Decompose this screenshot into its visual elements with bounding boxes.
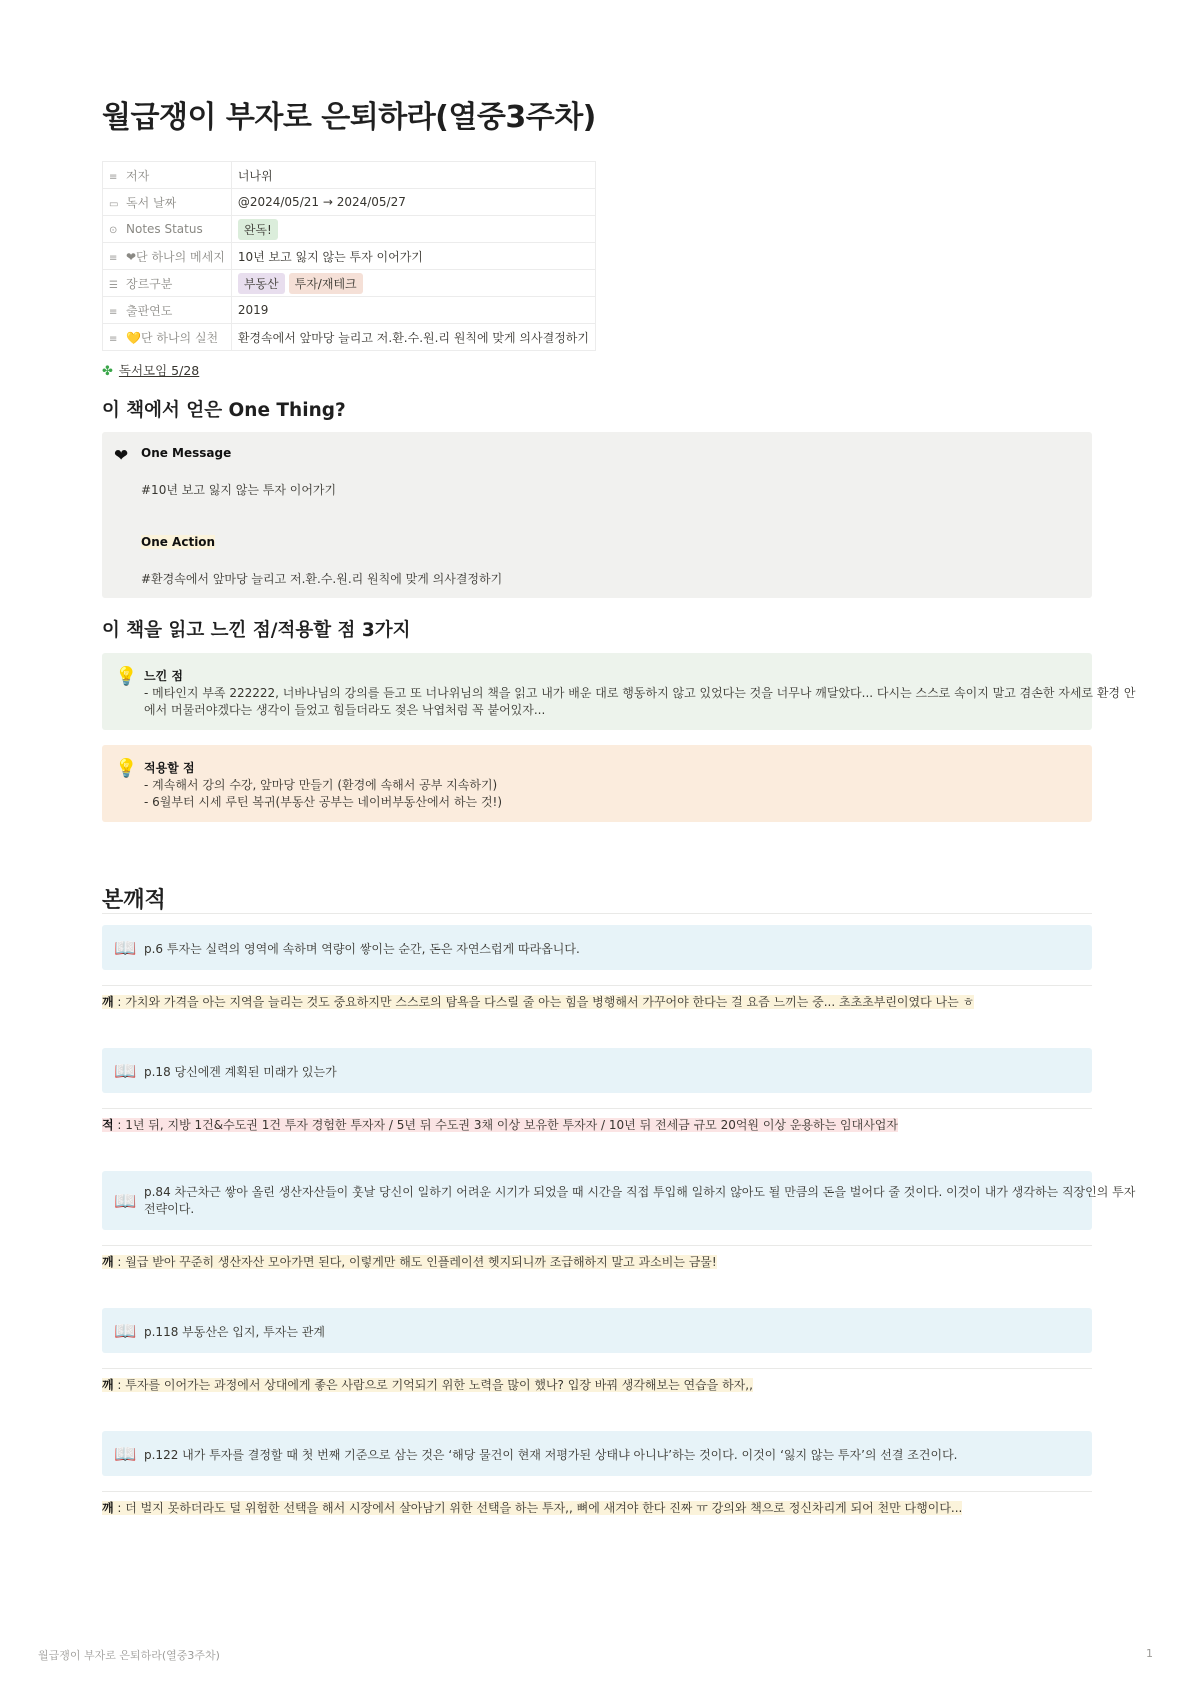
quote-text: p.18 당신에겐 계획된 미래가 있는가: [144, 1065, 337, 1079]
felt-line: - 메타인지 부족 222222, 너바나님의 강의를 듣고 또 너나위님의 책을 읽고 내가 배운 대로 행동하지 않고 있었다는 것을 너무나 깨달았다... 다시는 스스로 속이지 말고 겸손한 자세로 환경 안: [144, 686, 1136, 700]
text-icon: ≡: [109, 306, 118, 318]
apply-line: - 6월부터 시세 루틴 복귀(부동산 공부는 네이버부동산에서 하는 것!): [144, 795, 503, 809]
calendar-icon: ▭: [109, 198, 119, 210]
quote-callout: [102, 1431, 1092, 1476]
quote-text: p.122 내가 투자를 결정할 때 첫 번째 기준으로 삼는 것은 ‘해당 물건이 현재 저평가된 상태냐 아니냐’하는 것이다. 이것이 ‘잃지 않는 투자’의 선결 조건이다.: [144, 1448, 958, 1462]
note-prefix: 깨: [102, 995, 114, 1009]
note-prefix: 적: [102, 1118, 114, 1132]
property-row-read-date[interactable]: [103, 189, 596, 216]
property-key: 출판연도: [126, 303, 173, 318]
text-icon: ≡: [109, 171, 118, 183]
quote-callout: [102, 1308, 1092, 1353]
apply-label: 적용할 점: [144, 761, 195, 775]
felt-label: 느낀 점: [144, 669, 183, 683]
note-line: 적 : 1년 뒤, 지방 1건&수도권 1건 투자 경험한 투자자 / 5년 뒤 수도권 3채 이상 보유한 투자자 / 10년 뒤 전세금 규모 20억원 이상 운용하는 임대사업자: [102, 1118, 898, 1132]
note-line: 깨 : 가치와 가격을 아는 지역을 늘리는 것도 중요하지만 스스로의 탐욕을 다스릴 줄 아는 힘을 병행해서 가꾸어야 한다는 걸 요즘 느끼는 중... 초초초부린이였다 나는 ㅎ: [102, 995, 975, 1009]
text-icon: ≡: [109, 333, 118, 345]
property-row-genre[interactable]: [103, 270, 596, 297]
note-text: 월급 받아 꾸준히 생산자산 모아가면 된다, 이렇게만 해도 인플레이션 헷지되니까 조급해하지 말고 과소비는 금물!: [125, 1255, 717, 1269]
properties-table: [102, 161, 596, 351]
divider: [102, 1108, 1092, 1109]
quote-callout: [102, 1171, 1136, 1230]
footer-title: 월급쟁이 부자로 은퇴하라(열중3주차): [38, 1649, 220, 1662]
link-label[interactable]: 독서모임 5/28: [118, 363, 200, 378]
section-heading-bonkkaejeok: 본깨적: [102, 888, 166, 913]
one-message-text: #10년 보고 잃지 않는 투자 이어가기: [141, 483, 337, 497]
property-key: 저자: [126, 168, 150, 183]
apply-callout: [102, 745, 1092, 822]
book-icon: 📖: [114, 938, 137, 959]
divider: [102, 1491, 1092, 1492]
note-text: 투자를 이어가는 과정에서 상대에게 좋은 사람으로 기억되기 위한 노력을 많이 했나? 입장 바꿔 생각해보는 연습을 하자,,: [125, 1378, 753, 1392]
text-icon: ≡: [109, 252, 118, 264]
note-prefix: 깨: [102, 1378, 114, 1392]
quote-callout: [102, 1048, 1092, 1093]
book-club-link[interactable]: [102, 361, 199, 379]
quote-text: p.6 투자는 실력의 영역에 속하며 역량이 쌓이는 순간, 돈은 자연스럽게 따라옵니다.: [144, 942, 580, 956]
one-thing-callout: [102, 432, 1092, 598]
property-value[interactable]: 10년 보고 잃지 않는 투자 이어가기: [231, 243, 595, 270]
one-message-label: One Message: [141, 446, 232, 460]
property-key: 장르구분: [126, 276, 173, 291]
page-title: 월급쟁이 부자로 은퇴하라(열중3주차): [102, 100, 596, 135]
property-row-practice[interactable]: [103, 324, 596, 351]
divider: [102, 1368, 1092, 1369]
footer-page-number: 1: [1146, 1647, 1153, 1660]
property-value[interactable]: 너나위: [231, 162, 595, 189]
note-line: 깨 : 투자를 이어가는 과정에서 상대에게 좋은 사람으로 기억되기 위한 노력을 많이 했나? 입장 바꿔 생각해보는 연습을 하자,,: [102, 1378, 753, 1392]
genre-tag[interactable]: 투자/재테크: [289, 273, 363, 294]
property-row-year[interactable]: [103, 297, 596, 324]
note-text: 가치와 가격을 아는 지역을 늘리는 것도 중요하지만 스스로의 탐욕을 다스릴 줄 아는 힘을 병행해서 가꾸어야 한다는 걸 요즘 느끼는 중... 초초초부린이였다 나는 ㅎ: [125, 995, 975, 1009]
divider: [102, 913, 1092, 914]
book-icon: 📖: [114, 1061, 137, 1082]
quote-text: [144, 1184, 1135, 1218]
property-row-author[interactable]: [103, 162, 596, 189]
property-key: Notes Status: [126, 222, 203, 236]
felt-text: [144, 685, 1135, 719]
one-action-text: #환경속에서 앞마당 늘리고 저.환.수.원.리 원칙에 맞게 의사결정하기: [141, 572, 503, 586]
clover-icon: ✤: [102, 364, 113, 379]
property-value[interactable]: @2024/05/21 → 2024/05/27: [231, 189, 595, 216]
book-icon: 📖: [114, 1191, 137, 1212]
lightbulb-icon: 💡: [115, 666, 138, 687]
status-icon: ⊙: [109, 225, 118, 236]
apply-text: [144, 777, 502, 811]
status-tag[interactable]: 완독!: [238, 219, 278, 240]
note-text: 더 벌지 못하더라도 덜 위험한 선택을 해서 시장에서 살아남기 위한 선택을 하는 투자,, 뼈에 새겨야 한다 진짜 ㅠ 강의와 책으로 정신차리게 되어 천만 다행이다...: [125, 1501, 963, 1515]
note-prefix: 깨: [102, 1501, 114, 1515]
genre-tag[interactable]: 부동산: [238, 273, 285, 294]
property-key: 💛단 하나의 실천: [126, 330, 219, 345]
list-icon: ☰: [109, 279, 118, 291]
quote-text: p.118 부동산은 입지, 투자는 관계: [144, 1325, 325, 1339]
quote-line: p.84 차근차근 쌓아 올린 생산자산들이 훗날 당신이 일하기 어려운 시기가 되었을 때 시간을 직접 투입해 일하지 않아도 될 만큼의 돈을 벌어다 줄 것이다. 이것이 내가 생각하는 직장인의 투자: [144, 1185, 1136, 1199]
divider: [102, 985, 1092, 986]
property-value[interactable]: 2019: [231, 297, 595, 324]
property-key: ❤단 하나의 메세지: [126, 249, 225, 264]
felt-callout: [102, 653, 1136, 730]
section-heading-one-thing: 이 책에서 얻은 One Thing?: [102, 400, 346, 421]
section-heading-three-things: 이 책을 읽고 느낀 점/적용할 점 3가지: [102, 620, 411, 641]
divider: [102, 1245, 1092, 1246]
apply-line: - 계속해서 강의 수강, 앞마당 만들기 (환경에 속해서 공부 지속하기): [144, 778, 498, 792]
felt-line: 에서 머물러야겠다는 생각이 들었고 힘들더라도 젖은 낙엽처럼 꼭 붙어있자...: [144, 703, 546, 717]
property-value[interactable]: 환경속에서 앞마당 늘리고 저.환.수.원.리 원칙에 맞게 의사결정하기: [231, 324, 595, 351]
book-icon: 📖: [114, 1444, 137, 1465]
property-row-status[interactable]: [103, 216, 596, 243]
property-key: 독서 날짜: [126, 195, 177, 210]
lightbulb-icon: 💡: [115, 758, 138, 779]
book-icon: 📖: [114, 1321, 137, 1342]
property-row-message[interactable]: [103, 243, 596, 270]
quote-line: 전략이다.: [144, 1202, 195, 1216]
note-line: 깨 : 더 벌지 못하더라도 덜 위험한 선택을 해서 시장에서 살아남기 위한 선택을 하는 투자,, 뼈에 새겨야 한다 진짜 ㅠ 강의와 책으로 정신차리게 되어 천만 다행이다...: [102, 1501, 963, 1515]
heart-icon: ❤: [114, 446, 129, 466]
note-prefix: 깨: [102, 1255, 114, 1269]
one-action-label: One Action: [141, 535, 216, 549]
quote-callout: [102, 925, 1092, 970]
note-text: 1년 뒤, 지방 1건&수도권 1건 투자 경험한 투자자 / 5년 뒤 수도권 3채 이상 보유한 투자자 / 10년 뒤 전세금 규모 20억원 이상 운용하는 임대사업자: [125, 1118, 898, 1132]
note-line: 깨 : 월급 받아 꾸준히 생산자산 모아가면 된다, 이렇게만 해도 인플레이션 헷지되니까 조급해하지 말고 과소비는 금물!: [102, 1255, 717, 1269]
